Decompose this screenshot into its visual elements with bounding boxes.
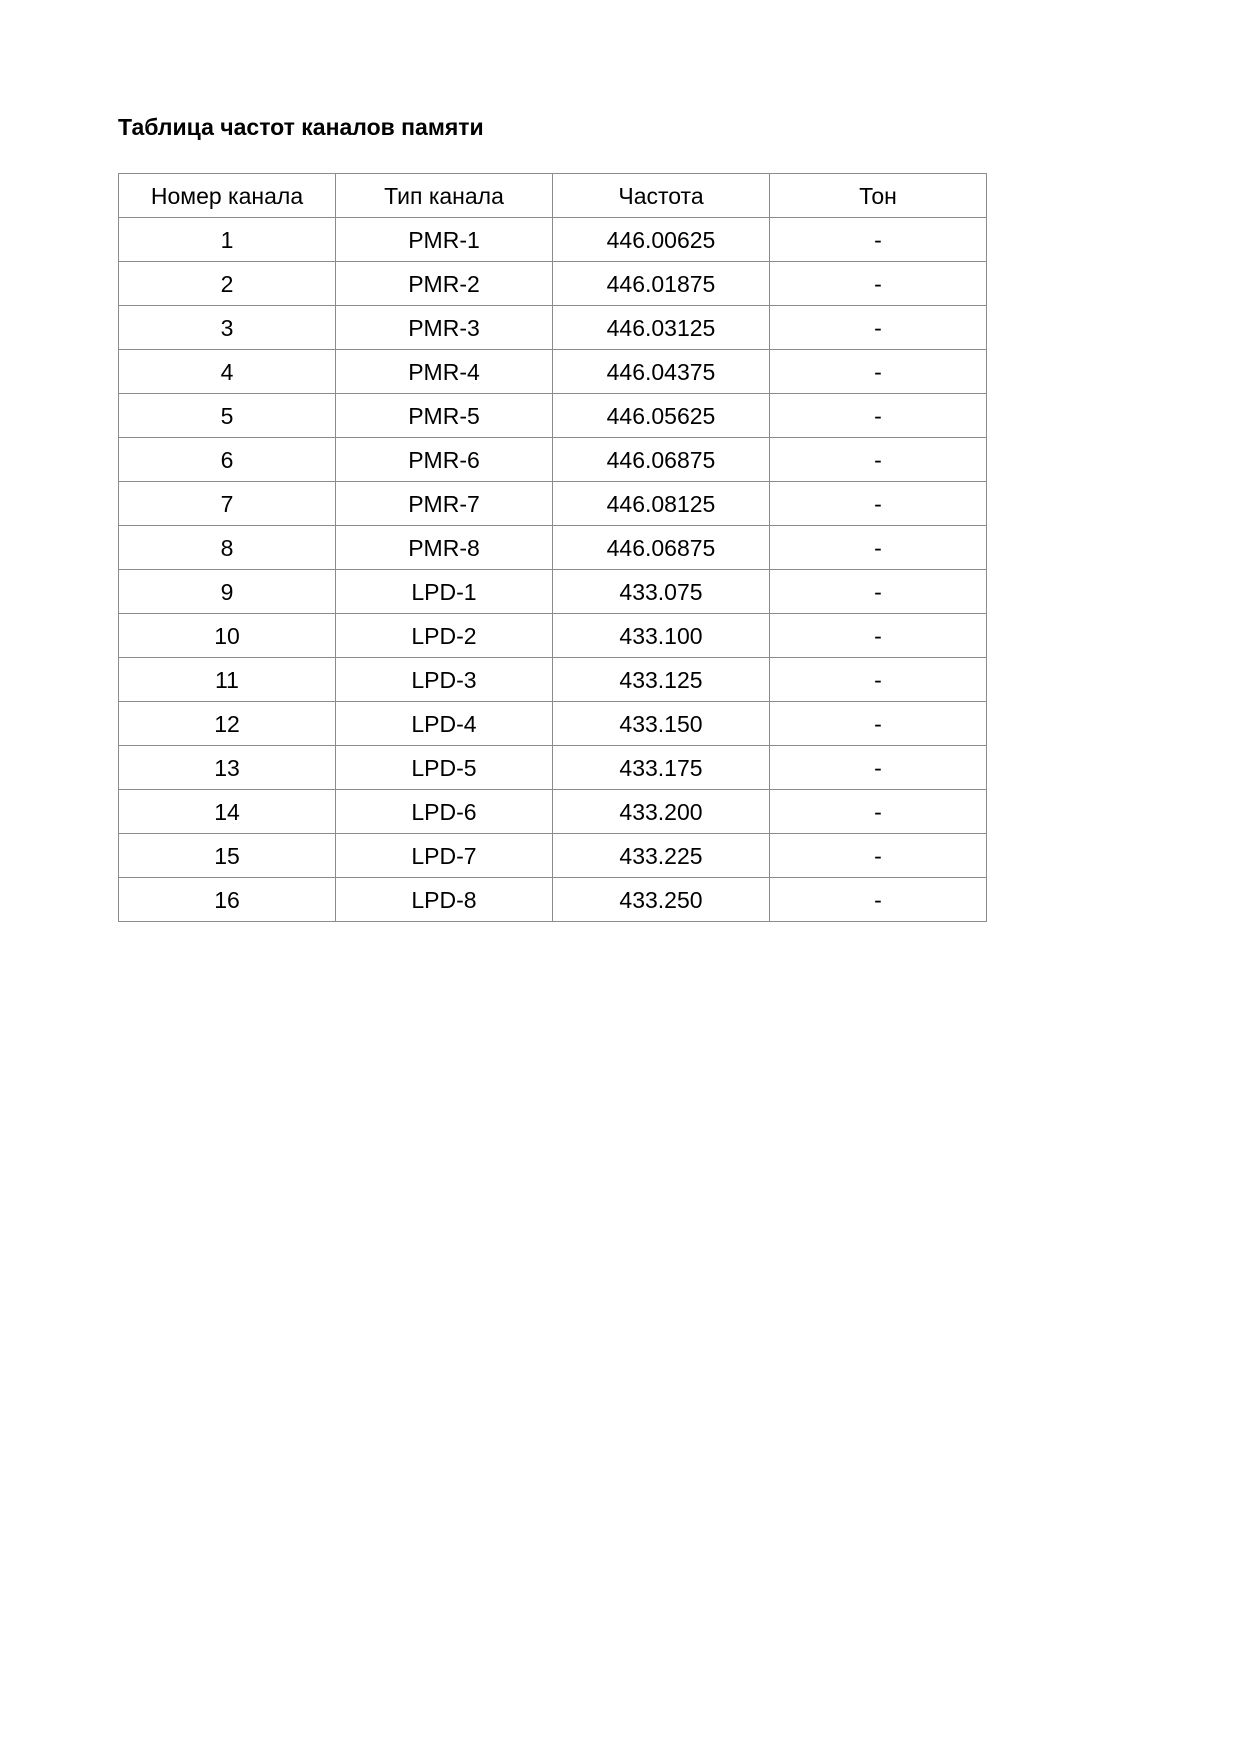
cell-tone: - xyxy=(770,482,987,526)
cell-channel-number: 1 xyxy=(119,218,336,262)
table-row xyxy=(119,350,987,394)
table-row xyxy=(119,306,987,350)
table-row xyxy=(119,614,987,658)
cell-channel-number: 13 xyxy=(119,746,336,790)
cell-tone: - xyxy=(770,526,987,570)
cell-channel-type: LPD-1 xyxy=(336,570,553,614)
cell-frequency: 446.00625 xyxy=(553,218,770,262)
cell-channel-number: 15 xyxy=(119,834,336,878)
cell-frequency: 433.175 xyxy=(553,746,770,790)
table-row xyxy=(119,482,987,526)
cell-channel-number: 6 xyxy=(119,438,336,482)
cell-channel-number: 3 xyxy=(119,306,336,350)
cell-channel-type: PMR-1 xyxy=(336,218,553,262)
table-row xyxy=(119,702,987,746)
cell-channel-number: 5 xyxy=(119,394,336,438)
cell-channel-number: 2 xyxy=(119,262,336,306)
cell-channel-number: 12 xyxy=(119,702,336,746)
cell-frequency: 446.06875 xyxy=(553,438,770,482)
cell-channel-type: PMR-2 xyxy=(336,262,553,306)
cell-frequency: 446.04375 xyxy=(553,350,770,394)
header-frequency: Частота xyxy=(553,174,770,218)
cell-tone: - xyxy=(770,306,987,350)
cell-tone: - xyxy=(770,570,987,614)
table-row xyxy=(119,746,987,790)
cell-channel-type: LPD-4 xyxy=(336,702,553,746)
cell-tone: - xyxy=(770,262,987,306)
cell-frequency: 433.100 xyxy=(553,614,770,658)
cell-channel-type: LPD-6 xyxy=(336,790,553,834)
cell-tone: - xyxy=(770,746,987,790)
table-row xyxy=(119,790,987,834)
cell-tone: - xyxy=(770,394,987,438)
cell-frequency: 433.075 xyxy=(553,570,770,614)
header-channel-number: Номер канала xyxy=(119,174,336,218)
table-row xyxy=(119,394,987,438)
cell-tone: - xyxy=(770,218,987,262)
table-row xyxy=(119,438,987,482)
cell-frequency: 446.05625 xyxy=(553,394,770,438)
cell-channel-type: PMR-8 xyxy=(336,526,553,570)
cell-channel-number: 8 xyxy=(119,526,336,570)
cell-frequency: 433.125 xyxy=(553,658,770,702)
cell-channel-type: LPD-3 xyxy=(336,658,553,702)
channel-frequency-table xyxy=(118,173,987,922)
cell-channel-type: PMR-6 xyxy=(336,438,553,482)
cell-frequency: 433.225 xyxy=(553,834,770,878)
cell-channel-number: 4 xyxy=(119,350,336,394)
cell-tone: - xyxy=(770,614,987,658)
header-channel-type: Тип канала xyxy=(336,174,553,218)
cell-tone: - xyxy=(770,790,987,834)
cell-channel-number: 16 xyxy=(119,878,336,922)
cell-channel-number: 7 xyxy=(119,482,336,526)
table-row xyxy=(119,834,987,878)
cell-channel-number: 10 xyxy=(119,614,336,658)
cell-tone: - xyxy=(770,438,987,482)
cell-frequency: 446.06875 xyxy=(553,526,770,570)
cell-channel-number: 9 xyxy=(119,570,336,614)
cell-channel-type: LPD-7 xyxy=(336,834,553,878)
cell-tone: - xyxy=(770,878,987,922)
cell-channel-type: PMR-4 xyxy=(336,350,553,394)
header-tone: Тон xyxy=(770,174,987,218)
cell-channel-type: PMR-5 xyxy=(336,394,553,438)
table-row xyxy=(119,262,987,306)
table-header xyxy=(119,174,987,218)
cell-channel-type: LPD-5 xyxy=(336,746,553,790)
cell-frequency: 446.08125 xyxy=(553,482,770,526)
cell-channel-type: LPD-2 xyxy=(336,614,553,658)
cell-frequency: 446.03125 xyxy=(553,306,770,350)
table-row xyxy=(119,218,987,262)
cell-frequency: 446.01875 xyxy=(553,262,770,306)
cell-tone: - xyxy=(770,702,987,746)
cell-frequency: 433.200 xyxy=(553,790,770,834)
table-row xyxy=(119,658,987,702)
cell-channel-number: 14 xyxy=(119,790,336,834)
table-header-row xyxy=(119,174,987,218)
cell-tone: - xyxy=(770,658,987,702)
cell-tone: - xyxy=(770,350,987,394)
page-title: Таблица частот каналов памяти xyxy=(118,114,484,140)
cell-channel-type: PMR-7 xyxy=(336,482,553,526)
cell-channel-type: PMR-3 xyxy=(336,306,553,350)
cell-frequency: 433.250 xyxy=(553,878,770,922)
table-row xyxy=(119,878,987,922)
table-row xyxy=(119,526,987,570)
cell-frequency: 433.150 xyxy=(553,702,770,746)
table-row xyxy=(119,570,987,614)
cell-channel-type: LPD-8 xyxy=(336,878,553,922)
table-body xyxy=(119,218,987,922)
cell-channel-number: 11 xyxy=(119,658,336,702)
cell-tone: - xyxy=(770,834,987,878)
